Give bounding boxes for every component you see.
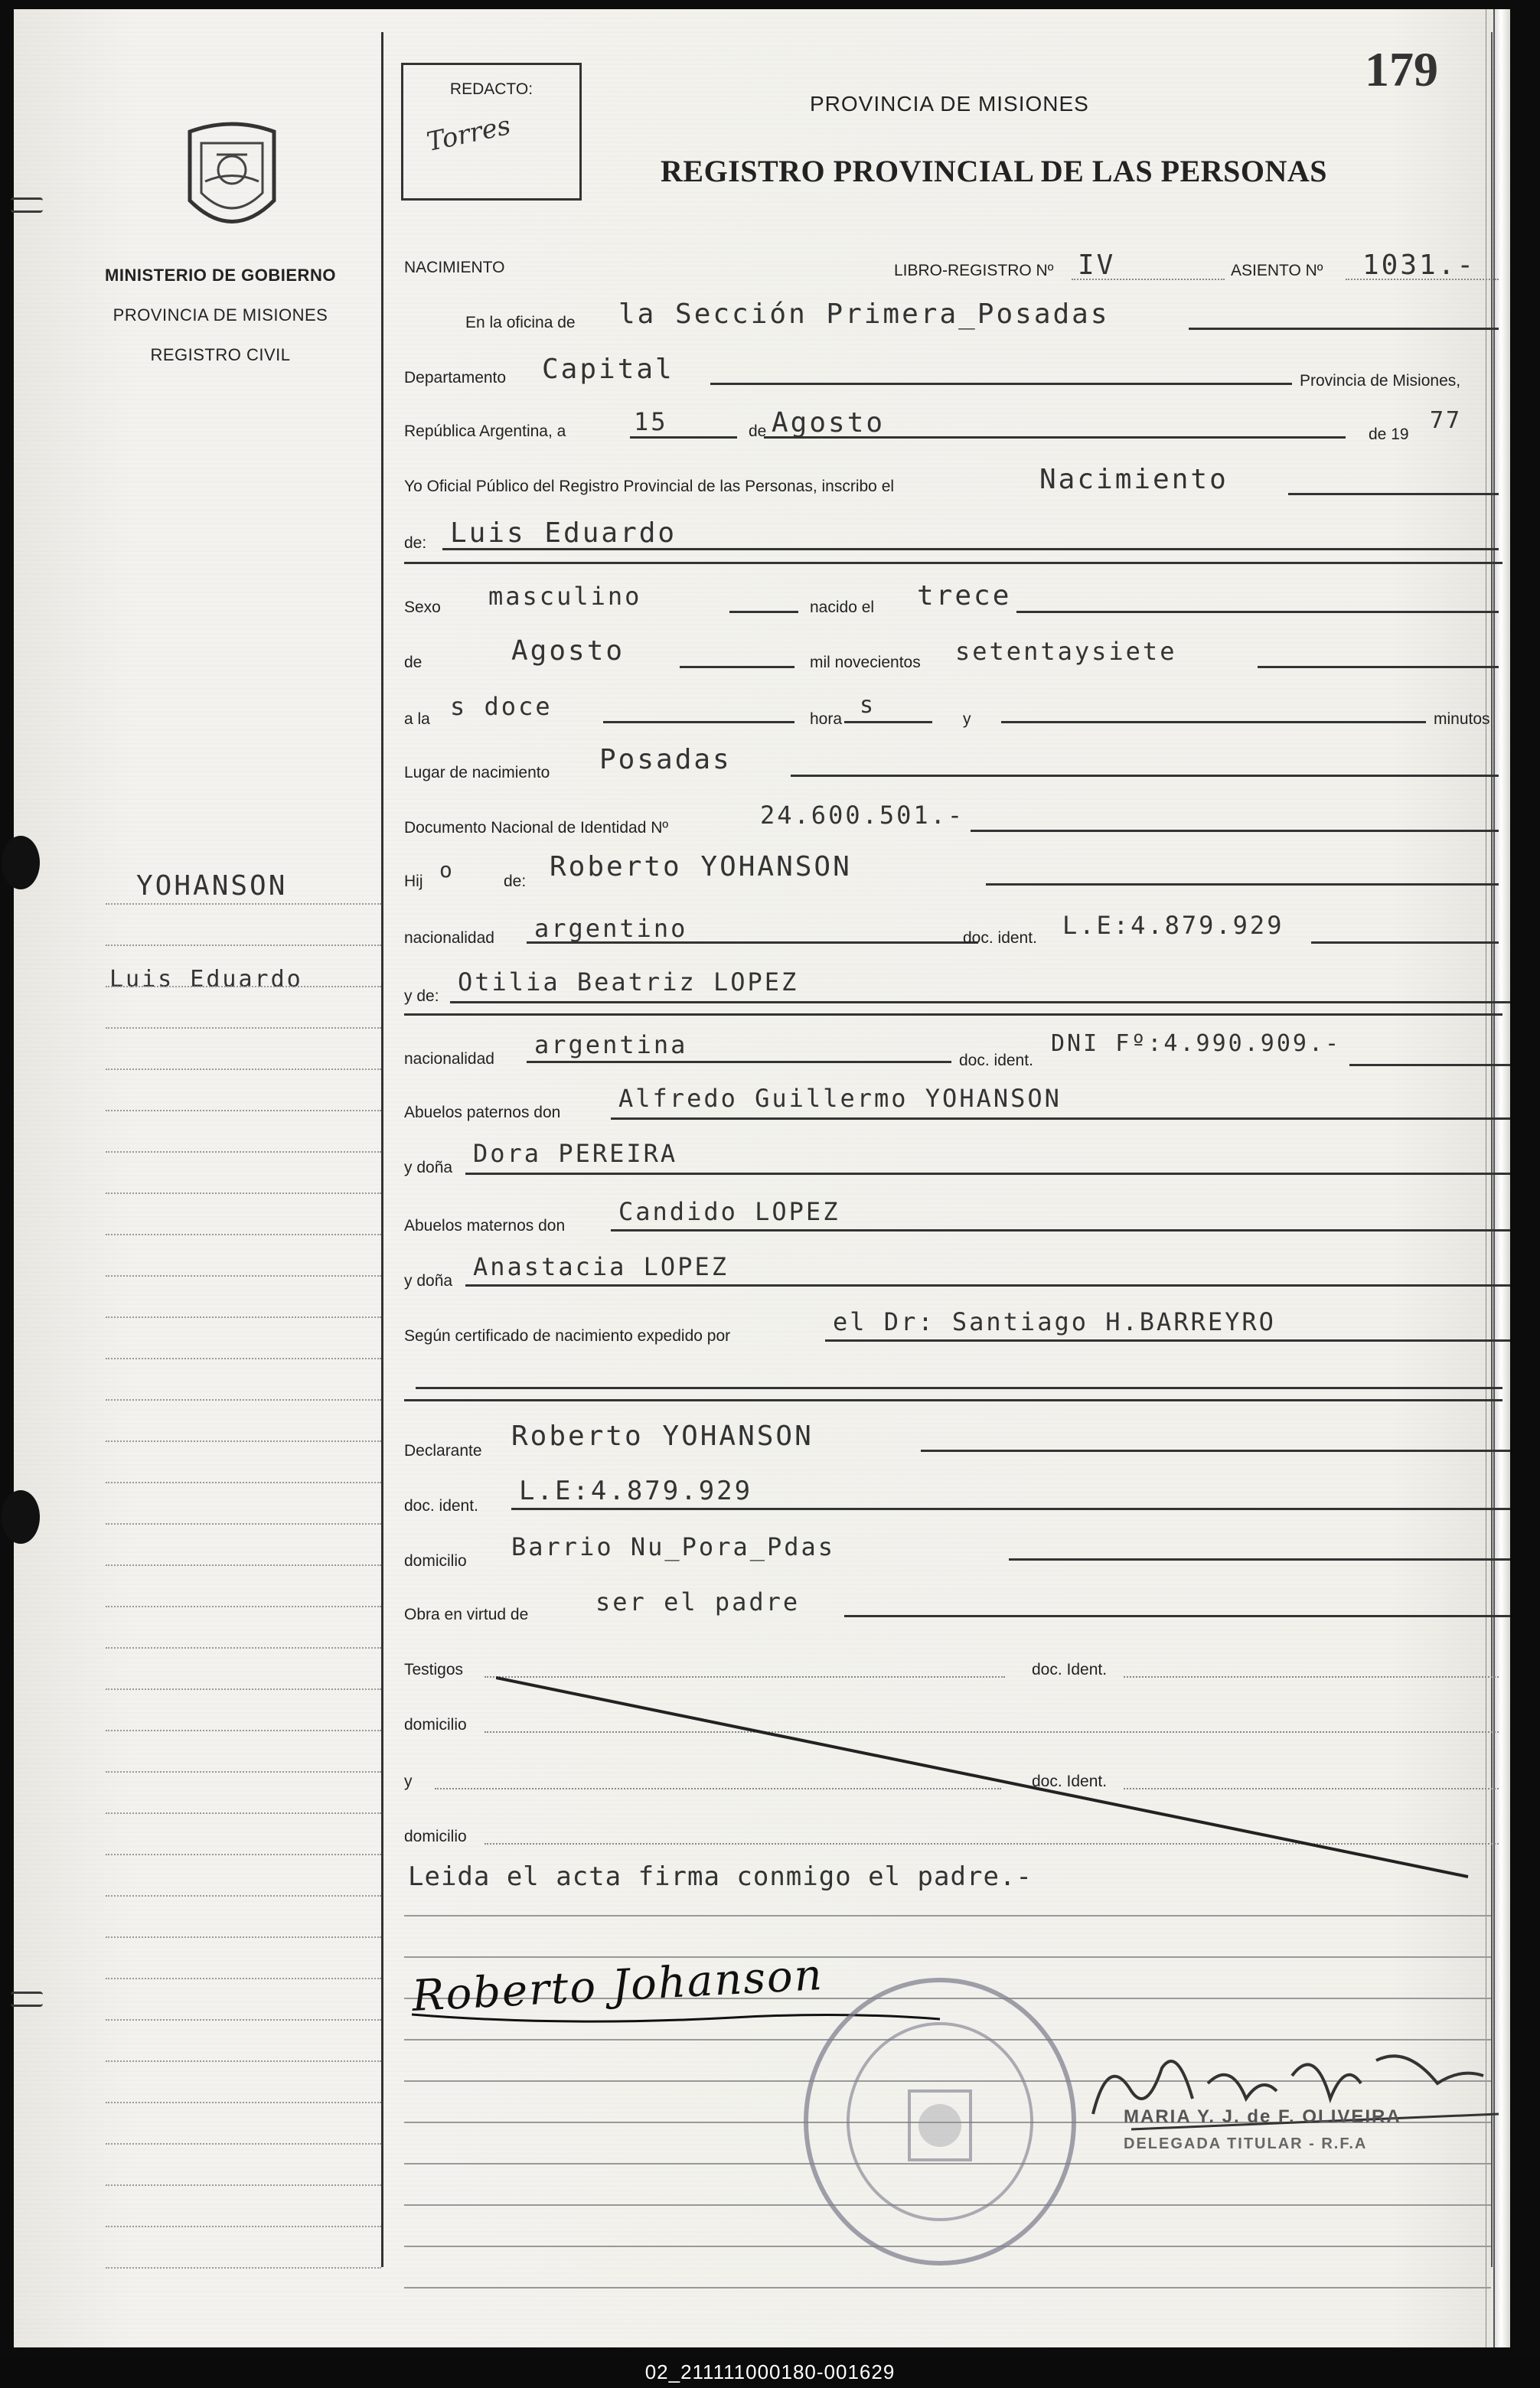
minutos-label: minutos — [1434, 710, 1490, 728]
madre-line — [450, 1001, 1510, 1003]
margin-ruled-line — [106, 2060, 381, 2062]
dni-line — [971, 830, 1499, 832]
abpat2-line — [465, 1173, 1510, 1175]
section-rule — [404, 1399, 1502, 1401]
margin-ruled-line — [106, 944, 381, 946]
row-abpat — [404, 1084, 1502, 1121]
yde-label: y de: — [404, 987, 439, 1005]
abmat2-line — [465, 1284, 1510, 1287]
margin-ruled-line — [106, 1523, 381, 1525]
margin-ruled-line — [106, 1647, 381, 1649]
libro-label: LIBRO-REGISTRO Nº — [894, 262, 1054, 279]
lugar-label: Lugar de nacimiento — [404, 764, 550, 781]
margin-ruled-line — [106, 1275, 381, 1277]
nacido-label: nacido el — [810, 599, 875, 616]
margin-ruled-line — [106, 903, 381, 905]
testigos-label: Testigos — [404, 1661, 464, 1678]
docident3-label: doc. ident. — [404, 1497, 478, 1515]
margin-ruled-line — [106, 1606, 381, 1607]
departamento-line — [710, 383, 1292, 385]
domicilio-value: Barrio Nu_Pora_Pdas — [511, 1532, 836, 1561]
domicilio-label: domicilio — [404, 1552, 467, 1570]
ministry-block — [75, 256, 366, 375]
acto-value: Nacimiento — [1039, 464, 1228, 495]
ministry-title: MINISTERIO DE GOBIERNO — [105, 266, 336, 285]
margin-ruled-line — [106, 1482, 381, 1483]
provincia-label: Provincia de Misiones, — [1300, 372, 1461, 390]
nacido-value: trece — [917, 580, 1012, 612]
row-oficial — [404, 464, 1502, 494]
official-name: MARIA Y. J. de F. OLIVEIRA — [1124, 2106, 1401, 2127]
signature-ruled-line — [404, 1915, 1491, 1917]
minutos-line — [1001, 721, 1426, 723]
de-label: de — [749, 422, 767, 440]
registry-heading: REGISTRO PROVINCIAL DE LAS PERSONAS — [661, 154, 1328, 188]
de-nombre-label: de: — [404, 534, 427, 552]
mes2-value: Agosto — [511, 635, 625, 667]
sexo-label: Sexo — [404, 599, 441, 616]
margin-column — [14, 9, 381, 2347]
docident1-label: doc. ident. — [963, 929, 1037, 947]
redacto-box — [401, 63, 582, 201]
abmat-label: Abuelos maternos don — [404, 1217, 566, 1235]
nac2-line — [527, 1061, 951, 1063]
hijo-suffix: o — [439, 857, 455, 882]
cancel-diagonal-line — [496, 1670, 1491, 1884]
abpat-line — [611, 1117, 1510, 1120]
margin-ruled-line — [106, 1068, 381, 1070]
docident4-label: doc. Ident. — [1032, 1661, 1108, 1678]
province-heading: PROVINCIA DE MISIONES — [810, 92, 1089, 116]
closing-value: Leida el acta firma conmigo el padre.- — [408, 1861, 1033, 1892]
dia-line — [630, 436, 737, 439]
section-rule — [404, 562, 1502, 564]
row-oficina — [404, 298, 1502, 329]
nac1-label: nacionalidad — [404, 929, 494, 947]
abpat-label: Abuelos paternos don — [404, 1104, 561, 1121]
domicilio3-label: domicilio — [404, 1828, 467, 1845]
nac2-value: argentina — [534, 1030, 688, 1059]
sexo-value: masculino — [488, 582, 642, 611]
declarante-value: Roberto YOHANSON — [511, 1421, 814, 1452]
nacimiento-label: NACIMIENTO — [404, 259, 505, 276]
margin-given-names: Luis Eduardo — [109, 966, 303, 993]
redacto-label: REDACTO: — [449, 80, 533, 98]
row-abmat — [404, 1197, 1502, 1235]
row-hora — [404, 692, 1502, 728]
margin-ruled-line — [106, 1730, 381, 1731]
departamento-value: Capital — [542, 354, 674, 385]
dia-value: 15 — [634, 407, 668, 436]
margin-ruled-line — [106, 1110, 381, 1111]
abpat-value: Alfredo Guillermo YOHANSON — [618, 1084, 1062, 1113]
margin-ruled-line — [106, 2267, 381, 2269]
row-fecha — [404, 407, 1502, 443]
docident1-line — [1311, 941, 1499, 944]
margin-ruled-line — [106, 2226, 381, 2227]
abpat2-value: Dora PEREIRA — [473, 1139, 678, 1168]
cert-label: Según certificado de nacimiento expedido por — [404, 1327, 731, 1345]
sexo-line — [729, 611, 798, 613]
anio-value: 77 — [1430, 407, 1463, 434]
oficina-value: la Sección Primera_Posadas — [618, 298, 1110, 330]
oficina-label: En la oficina de — [465, 314, 576, 331]
oficina-line — [1189, 328, 1499, 330]
row-hijo — [404, 851, 1502, 890]
margin-ruled-line — [106, 1771, 381, 1773]
docident5-label: doc. Ident. — [1032, 1773, 1108, 1790]
republica-label: República Argentina, a — [404, 422, 566, 440]
mes-value: Agosto — [772, 407, 886, 439]
milnov-label: mil novecientos — [810, 654, 921, 671]
row-nac2 — [404, 1030, 1502, 1069]
row-madre — [404, 967, 1502, 1005]
nombre-line — [442, 548, 1499, 550]
margin-ruled-line — [106, 2102, 381, 2103]
madre-value: Otilia Beatriz LOPEZ — [458, 967, 799, 997]
margin-ruled-line — [106, 1358, 381, 1359]
cert-value: el Dr: Santiago H.BARREYRO — [833, 1307, 1276, 1336]
hijo-label: Hij — [404, 873, 423, 890]
margin-ruled-line — [106, 1192, 381, 1194]
abmat-line — [611, 1229, 1510, 1232]
obra-value: ser el padre — [595, 1587, 801, 1616]
de3-label: de: — [504, 873, 527, 890]
row-abmat2 — [404, 1252, 1502, 1290]
de2-label: de — [404, 654, 423, 671]
image-footer — [0, 2356, 1540, 2388]
official-signature — [1085, 2030, 1514, 2152]
signature-ruled-line — [404, 1956, 1491, 1958]
lugar-value: Posadas — [599, 744, 732, 775]
signature-ruled-line — [404, 2287, 1491, 2288]
mes2-line — [680, 666, 794, 668]
margin-ruled-line — [106, 1316, 381, 1318]
margin-ruled-line — [106, 1151, 381, 1153]
ydona2-label: y doña — [404, 1272, 453, 1290]
row-anio-nac — [404, 635, 1502, 671]
docident2-label: doc. ident. — [959, 1052, 1033, 1069]
nombre-value: Luis Eduardo — [450, 517, 677, 549]
padre-value: Roberto YOHANSON — [550, 851, 852, 882]
dni-label: Documento Nacional de Identidad Nº — [404, 819, 669, 837]
docident2-line — [1349, 1064, 1510, 1066]
margin-ruled-line — [106, 1564, 381, 1566]
padre-line — [986, 883, 1499, 886]
column-divider — [381, 32, 383, 2267]
certificate-page — [14, 9, 1510, 2347]
lugar-line — [791, 775, 1499, 777]
margin-ruled-line — [106, 1027, 381, 1029]
mes-line — [764, 436, 1346, 439]
ministry-province: PROVINCIA DE MISIONES — [113, 305, 328, 325]
declarante-label: Declarante — [404, 1442, 482, 1460]
row-domicilio — [404, 1532, 1502, 1570]
obra-line — [844, 1615, 1510, 1617]
asiento-label: ASIENTO Nº — [1231, 262, 1323, 279]
margin-ruled-line — [106, 1399, 381, 1401]
section-rule — [404, 1013, 1502, 1016]
margin-ruled-line — [106, 2143, 381, 2145]
row-certificado — [404, 1307, 1502, 1345]
nac2-label: nacionalidad — [404, 1050, 494, 1068]
margin-ruled-line — [106, 2019, 381, 2021]
libro-value: IV — [1078, 250, 1116, 281]
row-abpat2 — [404, 1139, 1502, 1176]
libro-dots — [1072, 279, 1225, 280]
image-code: 02_211111000180-001629 — [644, 2360, 896, 2383]
hora-suffix: s — [860, 692, 876, 719]
margin-ruled-line — [106, 1440, 381, 1442]
margin-surname: YOHANSON — [136, 870, 288, 902]
row-sexo — [404, 580, 1502, 616]
nac1-line — [527, 941, 978, 944]
row-nombre — [404, 517, 1502, 552]
abmat2-value: Anastacia LOPEZ — [473, 1252, 729, 1281]
ala-label: a la — [404, 710, 430, 728]
hora-suffix-line — [844, 721, 932, 723]
redacto-signature: Torres — [424, 109, 514, 158]
declarante-line — [921, 1450, 1510, 1452]
domicilio2-label: domicilio — [404, 1716, 467, 1734]
row-obra — [404, 1587, 1502, 1623]
official-stamp-icon — [787, 1969, 1093, 2275]
margin-ruled-line — [106, 1895, 381, 1897]
domicilio-line — [1009, 1558, 1510, 1561]
margin-ruled-line — [106, 1234, 381, 1235]
margin-ruled-line — [106, 1854, 381, 1855]
abmat-value: Candido LOPEZ — [618, 1197, 840, 1226]
asiento-dots — [1346, 279, 1499, 280]
row-declarante — [404, 1421, 1502, 1460]
row-nac1 — [404, 911, 1502, 947]
cert-continuation-line — [416, 1387, 1502, 1389]
dni-value: 24.600.501.- — [760, 801, 965, 830]
margin-ruled-line — [106, 1812, 381, 1814]
margin-ruled-line — [106, 1978, 381, 1979]
margin-ruled-line — [106, 986, 381, 987]
asiento-value: 1031.- — [1362, 250, 1476, 281]
ministry-office: REGISTRO CIVIL — [150, 345, 291, 364]
docident3-value: L.E:4.879.929 — [519, 1476, 753, 1506]
oficial-label: Yo Oficial Público del Registro Provincial de las Personas, inscribo el — [404, 478, 895, 495]
obra-label: Obra en virtud de — [404, 1606, 529, 1623]
row-departamento — [404, 354, 1502, 390]
row-closing — [404, 1861, 1502, 1892]
anio2-value: setentaysiete — [955, 637, 1177, 666]
row-lugar — [404, 744, 1502, 781]
margin-ruled-line — [106, 1688, 381, 1690]
de19-label: de 19 — [1369, 426, 1409, 443]
margin-ruled-line — [106, 1936, 381, 1938]
nac1-value: argentino — [534, 914, 688, 943]
hora-label: hora — [810, 710, 843, 728]
docident1-value: L.E:4.879.929 — [1062, 911, 1284, 940]
ydona1-label: y doña — [404, 1159, 453, 1176]
departamento-label: Departamento — [404, 369, 507, 387]
row-dni — [404, 801, 1502, 837]
y-label: y — [963, 710, 971, 728]
folio-number: 179 — [1365, 42, 1438, 96]
nacido-line — [1016, 611, 1499, 613]
acto-line — [1288, 493, 1499, 495]
official-title: DELEGADA TITULAR - R.F.A — [1124, 2135, 1368, 2152]
docident2-value: DNI Fº:4.990.909.- — [1051, 1030, 1342, 1057]
hora-value: s doce — [450, 692, 553, 721]
declarant-signature: Roberto Johanson — [410, 1949, 825, 2022]
cert-line — [825, 1339, 1510, 1342]
y2-label: y — [404, 1773, 413, 1790]
margin-ruled-line — [106, 2184, 381, 2186]
coat-of-arms-icon — [182, 116, 282, 239]
docident3-line — [511, 1508, 1510, 1510]
row-libro — [404, 248, 1502, 279]
hora-line — [603, 721, 794, 723]
anio2-line — [1258, 666, 1499, 668]
row-docident3 — [404, 1476, 1502, 1515]
